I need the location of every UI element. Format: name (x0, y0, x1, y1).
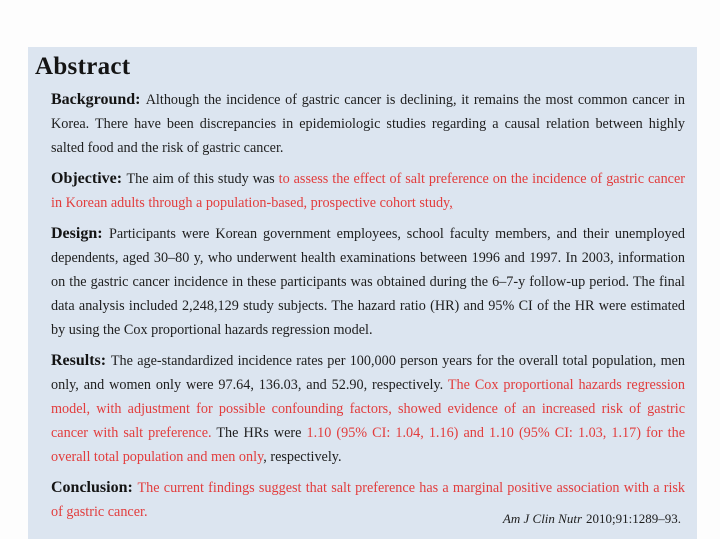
paragraph-background (51, 88, 685, 160)
text-segment: Results: (51, 352, 111, 369)
text-segment: Design: (51, 225, 109, 242)
text-segment: Objective: (51, 170, 127, 187)
text-segment: 1.10 (95% CI: 1.04, 1.16) and 1.10 (95% CI: 1.03, 1.17) for the overall total population and men only (51, 425, 685, 465)
text-segment: The age-standardized incidence rates per 100,000 person years for the overall total population, men only, and women only were 97.64, 136.03, and 52.90, respectively. (51, 353, 686, 393)
abstract-panel (28, 47, 697, 539)
paragraph-design (51, 222, 685, 342)
text-segment: The current findings suggest that salt preference has a marginal positive association with a risk of gastric cancer. (51, 480, 685, 520)
citation-reference: 2010;91:1289–93. (586, 511, 681, 526)
text-segment: The aim of this study was (126, 171, 279, 187)
text-segment: , respectively. (263, 449, 342, 465)
citation-journal: Am J Clin Nutr (502, 511, 583, 526)
paragraph-results (51, 349, 685, 469)
text-segment: Conclusion: (51, 479, 138, 496)
text-segment: , (449, 195, 453, 211)
text-segment: Although the incidence of gastric cancer is declining, it remains the most common cancer in Korea. There have been discrepancies in epidemiologic studies regarding a causal relation between highly salted food and the risk of gastric cancer. (51, 92, 685, 156)
paragraph-objective (51, 167, 685, 215)
page-title: Abstract (35, 53, 131, 80)
text-segment: The HRs were (211, 425, 307, 441)
abstract-paragraphs (35, 88, 687, 524)
text-segment: to assess the effect of salt preference on the incidence of gastric cancer in Korean adults through a population-based, prospective cohort study (51, 171, 685, 211)
text-segment: Participants were Korean government employees, school faculty members, and their unemployed dependents, aged 30–80 y, who underwent health examinations between 1996 and 1997. In 2003, information on the gastric cancer incidence in these participants was obtained during the 6–7-y follow-up period. The final data analysis included 2,248,129 study subjects. The hazard ratio (HR) and 95% CI of the HR were estimated by using the Cox proportional hazards regression model. (51, 226, 685, 338)
text-segment: Background: (51, 91, 146, 108)
text-segment: The Cox proportional hazards regression model, with adjustment for possible confounding factors, showed evidence of an increased risk of gastric cancer with salt preference. (51, 377, 685, 441)
